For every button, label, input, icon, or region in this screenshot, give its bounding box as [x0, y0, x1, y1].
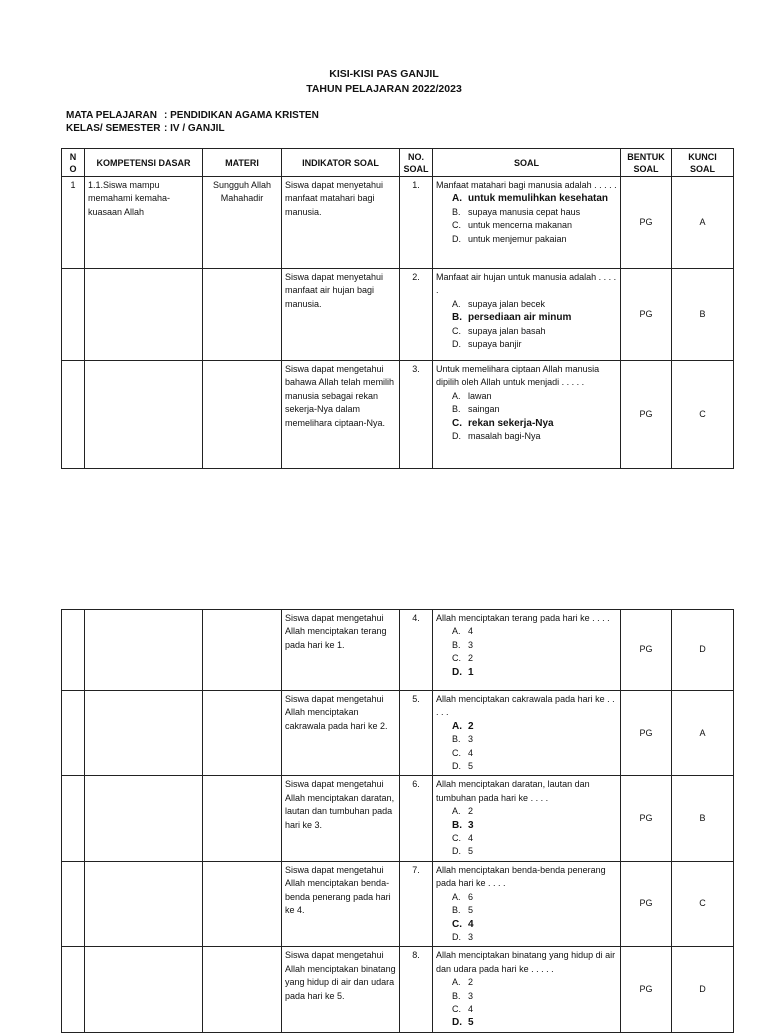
option-text: saingan: [468, 404, 500, 415]
option-letter: C.: [452, 833, 461, 844]
question-number: 8.: [400, 947, 433, 1032]
question-cell: [433, 610, 621, 691]
col-header-nosoal: NO. SOAL: [400, 149, 433, 177]
question-cell: [433, 947, 621, 1032]
option-text: 4: [468, 1003, 474, 1014]
option-text: 4: [468, 626, 474, 637]
option-letter: D.: [452, 761, 461, 772]
kunci-soal: D: [672, 610, 734, 691]
kisi-table-page1: [61, 148, 734, 469]
document-title: KISI-KISI PAS GANJIL: [329, 68, 439, 80]
question-text: Allah menciptakan daratan, lautan dan tumbuhan pada hari ke . . . .: [436, 779, 590, 803]
question-cell: [433, 361, 621, 469]
option-text: 6: [468, 891, 474, 902]
option-text: supaya jalan basah: [468, 325, 546, 336]
option-letter: C.: [452, 417, 462, 429]
answer-option: [452, 1016, 617, 1029]
materi: [203, 269, 282, 361]
option-letter: D.: [452, 846, 461, 857]
table-row: [62, 947, 734, 1032]
bentuk-soal: PG: [621, 177, 672, 269]
answer-option: [452, 819, 617, 832]
option-letter: C.: [452, 653, 461, 664]
row-number: [62, 776, 85, 861]
question-text: Allah menciptakan terang pada hari ke . . . .: [436, 613, 610, 623]
answer-options: [436, 390, 617, 444]
row-number: [62, 610, 85, 691]
option-letter: C.: [452, 1003, 461, 1014]
option-letter: D.: [452, 666, 462, 678]
option-text: 5: [468, 846, 474, 857]
col-header-indikator: INDIKATOR SOAL: [282, 149, 400, 177]
materi: Sungguh Allah Mahahadir: [203, 177, 282, 269]
question-text: Allah menciptakan benda-benda penerang pada hari ke . . . .: [436, 864, 606, 889]
option-letter: A.: [452, 977, 461, 988]
subject-line: [66, 110, 319, 121]
question-number: 3.: [400, 361, 433, 469]
table-header-row: [62, 149, 734, 177]
kunci-soal: B: [672, 269, 734, 361]
kompetensi-dasar: [85, 269, 203, 361]
option-letter: C.: [452, 220, 461, 231]
option-text: 4: [468, 833, 474, 844]
option-text: 2: [468, 806, 474, 817]
question-number: 2.: [400, 269, 433, 361]
answer-options: [436, 891, 617, 945]
answer-option: [452, 845, 617, 858]
option-letter: A.: [452, 626, 461, 637]
answer-option: [452, 206, 617, 219]
indikator-soal: Siswa dapat mengetahui Allah menciptakan terang pada hari ke 1.: [282, 610, 400, 691]
subject-label: MATA PELAJARAN: [66, 110, 157, 121]
answer-option: [452, 403, 617, 416]
option-text: 3: [468, 931, 474, 942]
option-text: 2: [468, 653, 474, 664]
materi: [203, 947, 282, 1032]
answer-option: [452, 832, 617, 845]
answer-option: [452, 976, 617, 989]
question-text: Manfaat air hujan untuk manusia adalah . . . . .: [436, 272, 617, 296]
class-value: : IV / GANJIL: [164, 123, 225, 134]
question-cell: [433, 177, 621, 269]
answer-option: [452, 733, 617, 746]
kompetensi-dasar: [85, 861, 203, 946]
kompetensi-dasar: [85, 361, 203, 469]
option-letter: C.: [452, 918, 462, 930]
option-letter: A.: [452, 720, 462, 732]
answer-option: [452, 311, 617, 324]
option-text: supaya banjir: [468, 339, 522, 350]
bentuk-soal: PG: [621, 691, 672, 776]
class-line: [66, 123, 225, 134]
option-letter: A.: [452, 193, 462, 205]
indikator-soal: Siswa dapat menyetahui manfaat matahari bagi manusia.: [282, 177, 400, 269]
row-number: [62, 947, 85, 1032]
answer-option: [452, 904, 617, 917]
indikator-soal: Siswa dapat mengetahui Allah menciptakan cakrawala pada hari ke 2.: [282, 691, 400, 776]
kunci-soal: C: [672, 361, 734, 469]
answer-option: [452, 931, 617, 944]
table-row: [62, 269, 734, 361]
option-letter: D.: [452, 233, 461, 244]
kunci-soal: D: [672, 947, 734, 1032]
bentuk-soal: PG: [621, 776, 672, 861]
row-number: [62, 691, 85, 776]
answer-options: [436, 192, 617, 246]
answer-options: [436, 720, 617, 774]
question-number: 6.: [400, 776, 433, 861]
subject-value: : PENDIDIKAN AGAMA KRISTEN: [164, 110, 319, 121]
option-text: 3: [468, 990, 474, 1001]
col-header-kd: KOMPETENSI DASAR: [85, 149, 203, 177]
answer-option: [452, 192, 617, 205]
materi: [203, 861, 282, 946]
option-letter: D.: [452, 339, 461, 350]
question-number: 5.: [400, 691, 433, 776]
option-letter: B.: [452, 404, 461, 415]
answer-option: [452, 760, 617, 773]
bentuk-soal: PG: [621, 361, 672, 469]
option-letter: B.: [452, 819, 462, 831]
row-number: [62, 861, 85, 946]
answer-option: [452, 891, 617, 904]
answer-option: [452, 298, 617, 311]
option-text: untuk memulihkan kesehatan: [468, 193, 609, 205]
indikator-soal: Siswa dapat mengetahui Allah menciptakan daratan, lautan dan tumbuhan pada hari ke 3.: [282, 776, 400, 861]
option-letter: B.: [452, 639, 461, 650]
question-cell: [433, 861, 621, 946]
option-letter: A.: [452, 298, 461, 309]
option-text: untuk mencerna makanan: [468, 220, 573, 231]
answer-option: [452, 390, 617, 403]
table-row: [62, 361, 734, 469]
col-header-materi: MATERI: [203, 149, 282, 177]
materi: [203, 776, 282, 861]
question-text: Untuk memelihara ciptaan Allah manusia dipilih oleh Allah untuk menjadi . . . . .: [436, 364, 600, 388]
option-letter: A.: [452, 891, 461, 902]
bentuk-soal: PG: [621, 861, 672, 946]
question-cell: [433, 691, 621, 776]
bentuk-soal: PG: [621, 947, 672, 1032]
table-row: [62, 861, 734, 946]
option-text: 2: [468, 977, 474, 988]
col-header-kunci: KUNCI SOAL: [672, 149, 734, 177]
answer-options: [436, 298, 617, 352]
answer-option: [452, 720, 617, 733]
option-letter: B.: [452, 990, 461, 1001]
materi: [203, 361, 282, 469]
kompetensi-dasar: 1.1.Siswa mampu memahami kemaha-kuasaan Allah: [85, 177, 203, 269]
answer-option: [452, 338, 617, 351]
option-text: 4: [468, 747, 474, 758]
question-cell: [433, 776, 621, 861]
option-text: 4: [468, 918, 474, 930]
answer-option: [452, 747, 617, 760]
answer-option: [452, 639, 617, 652]
answer-option: [452, 417, 617, 430]
answer-option: [452, 430, 617, 443]
row-number: [62, 269, 85, 361]
option-letter: B.: [452, 734, 461, 745]
kompetensi-dasar: [85, 610, 203, 691]
col-header-no: N O: [62, 149, 85, 177]
answer-option: [452, 918, 617, 931]
kisi-table-page2: [61, 609, 734, 1033]
answer-options: [436, 625, 617, 679]
kunci-soal: C: [672, 861, 734, 946]
document-subtitle: TAHUN PELAJARAN 2022/2023: [306, 83, 462, 95]
bentuk-soal: PG: [621, 610, 672, 691]
table-row: [62, 691, 734, 776]
col-header-bentuk: BENTUK SOAL: [621, 149, 672, 177]
option-text: 3: [468, 819, 474, 831]
option-text: rekan sekerja-Nya: [468, 417, 554, 429]
indikator-soal: Siswa dapat mengetahui bahawa Allah telah memilih manusia sebagai rekan sekerja-Nya dalam memelihara ciptaan-Nya.: [282, 361, 400, 469]
question-number: 7.: [400, 861, 433, 946]
answer-options: [436, 976, 617, 1030]
row-number: [62, 361, 85, 469]
option-text: 1: [468, 666, 474, 678]
kompetensi-dasar: [85, 947, 203, 1032]
answer-option: [452, 652, 617, 665]
answer-option: [452, 233, 617, 246]
indikator-soal: Siswa dapat menyetahui manfaat air hujan bagi manusia.: [282, 269, 400, 361]
answer-option: [452, 1003, 617, 1016]
question-text: Allah menciptakan cakrawala pada hari ke . . . . .: [436, 694, 615, 718]
option-text: supaya jalan becek: [468, 298, 546, 309]
option-letter: B.: [452, 905, 461, 916]
option-text: supaya manusia cepat haus: [468, 206, 581, 217]
option-letter: D.: [452, 1017, 462, 1029]
option-text: 5: [468, 761, 474, 772]
question-text: Allah menciptakan binatang yang hidup di air dan udara pada hari ke . . . . .: [436, 950, 616, 974]
kunci-soal: B: [672, 776, 734, 861]
answer-options: [436, 805, 617, 859]
option-text: 2: [468, 720, 474, 732]
indikator-soal: Siswa dapat mengetahui Allah menciptakan benda-benda penerang pada hari ke 4.: [282, 861, 400, 946]
kompetensi-dasar: [85, 776, 203, 861]
table-row: [62, 776, 734, 861]
answer-option: [452, 805, 617, 818]
option-text: masalah bagi-Nya: [468, 431, 541, 442]
question-text: Manfaat matahari bagi manusia adalah . . . . .: [436, 180, 617, 190]
kunci-soal: A: [672, 177, 734, 269]
answer-option: [452, 625, 617, 638]
class-label: KELAS/ SEMESTER: [66, 123, 161, 134]
option-letter: B.: [452, 312, 462, 324]
row-number: 1: [62, 177, 85, 269]
indikator-soal: Siswa dapat mengetahui Allah menciptakan binatang yang hidup di air dan udara pada hari ke 5.: [282, 947, 400, 1032]
bentuk-soal: PG: [621, 269, 672, 361]
answer-option: [452, 325, 617, 338]
option-letter: B.: [452, 206, 461, 217]
answer-option: [452, 219, 617, 232]
option-text: untuk menjemur pakaian: [468, 233, 567, 244]
option-text: 5: [468, 905, 474, 916]
answer-option: [452, 990, 617, 1003]
question-number: 4.: [400, 610, 433, 691]
option-text: lawan: [468, 390, 492, 401]
option-letter: A.: [452, 806, 461, 817]
option-letter: A.: [452, 390, 461, 401]
option-letter: C.: [452, 325, 461, 336]
materi: [203, 691, 282, 776]
materi: [203, 610, 282, 691]
option-letter: D.: [452, 931, 461, 942]
question-cell: [433, 269, 621, 361]
table-row: [62, 177, 734, 269]
option-letter: C.: [452, 747, 461, 758]
option-text: 5: [468, 1017, 474, 1029]
option-text: 3: [468, 639, 474, 650]
kompetensi-dasar: [85, 691, 203, 776]
question-number: 1.: [400, 177, 433, 269]
kunci-soal: A: [672, 691, 734, 776]
option-letter: D.: [452, 431, 461, 442]
answer-option: [452, 666, 617, 679]
col-header-soal: SOAL: [433, 149, 621, 177]
option-text: persediaan air minum: [468, 312, 572, 324]
option-text: 3: [468, 734, 474, 745]
table-row: [62, 610, 734, 691]
